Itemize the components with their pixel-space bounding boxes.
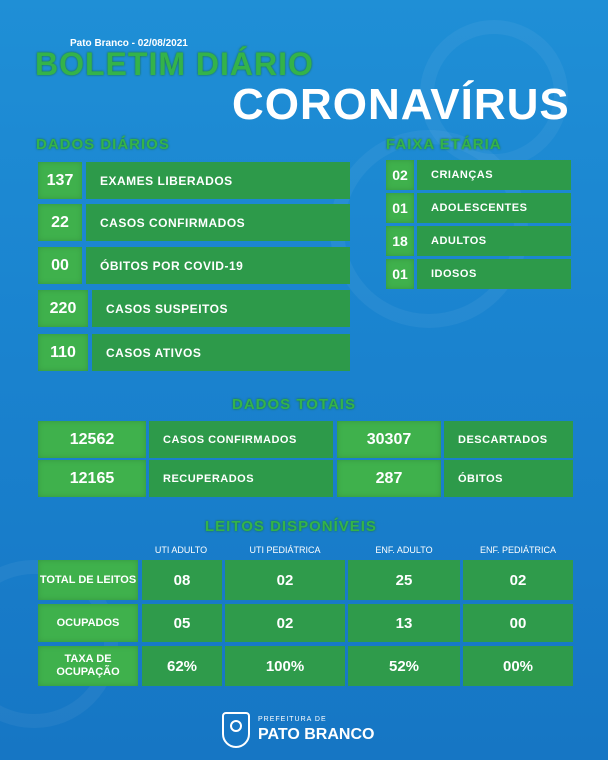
age-value: 18 xyxy=(386,226,414,256)
age-row xyxy=(386,160,571,190)
footer-city: PATO BRANCO xyxy=(258,726,375,743)
total-label: ÓBITOS xyxy=(444,460,573,497)
row-label: TOTAL DE LEITOS xyxy=(38,560,138,600)
total-value: 12165 xyxy=(38,460,146,497)
daily-row xyxy=(38,247,350,284)
total-label: RECUPERADOS xyxy=(149,460,333,497)
age-value: 01 xyxy=(386,193,414,223)
daily-value: 137 xyxy=(38,162,82,199)
age-value: 01 xyxy=(386,259,414,289)
daily-row xyxy=(38,334,350,371)
total-value: 30307 xyxy=(337,421,441,458)
daily-label: CASOS SUSPEITOS xyxy=(92,290,350,327)
daily-value: 00 xyxy=(38,247,82,284)
age-value: 02 xyxy=(386,160,414,190)
daily-row xyxy=(38,290,350,327)
daily-label: ÓBITOS POR COVID-19 xyxy=(86,247,350,284)
daily-value: 110 xyxy=(38,334,88,371)
total-item xyxy=(337,421,573,458)
age-label: IDOSOS xyxy=(417,259,571,289)
table-cell: 100% xyxy=(225,646,345,686)
dados-totais-heading: DADOS TOTAIS xyxy=(232,396,356,413)
age-label: CRIANÇAS xyxy=(417,160,571,190)
age-row xyxy=(386,226,571,256)
daily-row xyxy=(38,162,350,199)
daily-value: 220 xyxy=(38,290,88,327)
total-item xyxy=(38,421,333,458)
daily-label: CASOS ATIVOS xyxy=(92,334,350,371)
total-value: 287 xyxy=(337,460,441,497)
total-item xyxy=(337,460,573,497)
age-label: ADULTOS xyxy=(417,226,571,256)
total-value: 12562 xyxy=(38,421,146,458)
col-header: UTI ADULTO xyxy=(154,545,208,555)
total-label: DESCARTADOS xyxy=(444,421,573,458)
col-header: ENF. PEDIÁTRICA xyxy=(479,545,556,555)
dados-diarios-heading: DADOS DIÁRIOS xyxy=(36,136,170,153)
total-label: CASOS CONFIRMADOS xyxy=(149,421,333,458)
table-cell: 62% xyxy=(142,646,222,686)
faixa-etaria-heading: FAIXA ETÁRIA xyxy=(386,136,502,153)
footer-prefeitura: PREFEITURA DE xyxy=(258,716,327,723)
daily-value: 22 xyxy=(38,204,82,241)
table-cell: 02 xyxy=(225,560,345,600)
age-row xyxy=(386,259,571,289)
leitos-heading: LEITOS DISPONÍVEIS xyxy=(205,518,377,535)
coronavirus-title: CORONAVÍRUS xyxy=(232,80,570,129)
age-label: ADOLESCENTES xyxy=(417,193,571,223)
col-header: ENF. ADULTO xyxy=(375,545,433,555)
location-date: Pato Branco - 02/08/2021 xyxy=(70,38,188,49)
row-label: TAXA DE OCUPAÇÃO xyxy=(38,646,138,686)
row-label: OCUPADOS xyxy=(38,604,138,642)
city-crest-icon xyxy=(222,712,250,748)
total-item xyxy=(38,460,333,497)
daily-label: CASOS CONFIRMADOS xyxy=(86,204,350,241)
daily-row xyxy=(38,204,350,241)
table-cell: 25 xyxy=(348,560,460,600)
table-cell: 02 xyxy=(463,560,573,600)
table-cell: 08 xyxy=(142,560,222,600)
table-cell: 02 xyxy=(225,604,345,642)
table-cell: 13 xyxy=(348,604,460,642)
table-cell: 00% xyxy=(463,646,573,686)
col-header: UTI PEDIÁTRICA xyxy=(249,545,321,555)
table-cell: 00 xyxy=(463,604,573,642)
daily-label: EXAMES LIBERADOS xyxy=(86,162,350,199)
bulletin-title: BOLETIM DIÁRIO xyxy=(35,46,314,82)
table-cell: 52% xyxy=(348,646,460,686)
table-cell: 05 xyxy=(142,604,222,642)
age-row xyxy=(386,193,571,223)
